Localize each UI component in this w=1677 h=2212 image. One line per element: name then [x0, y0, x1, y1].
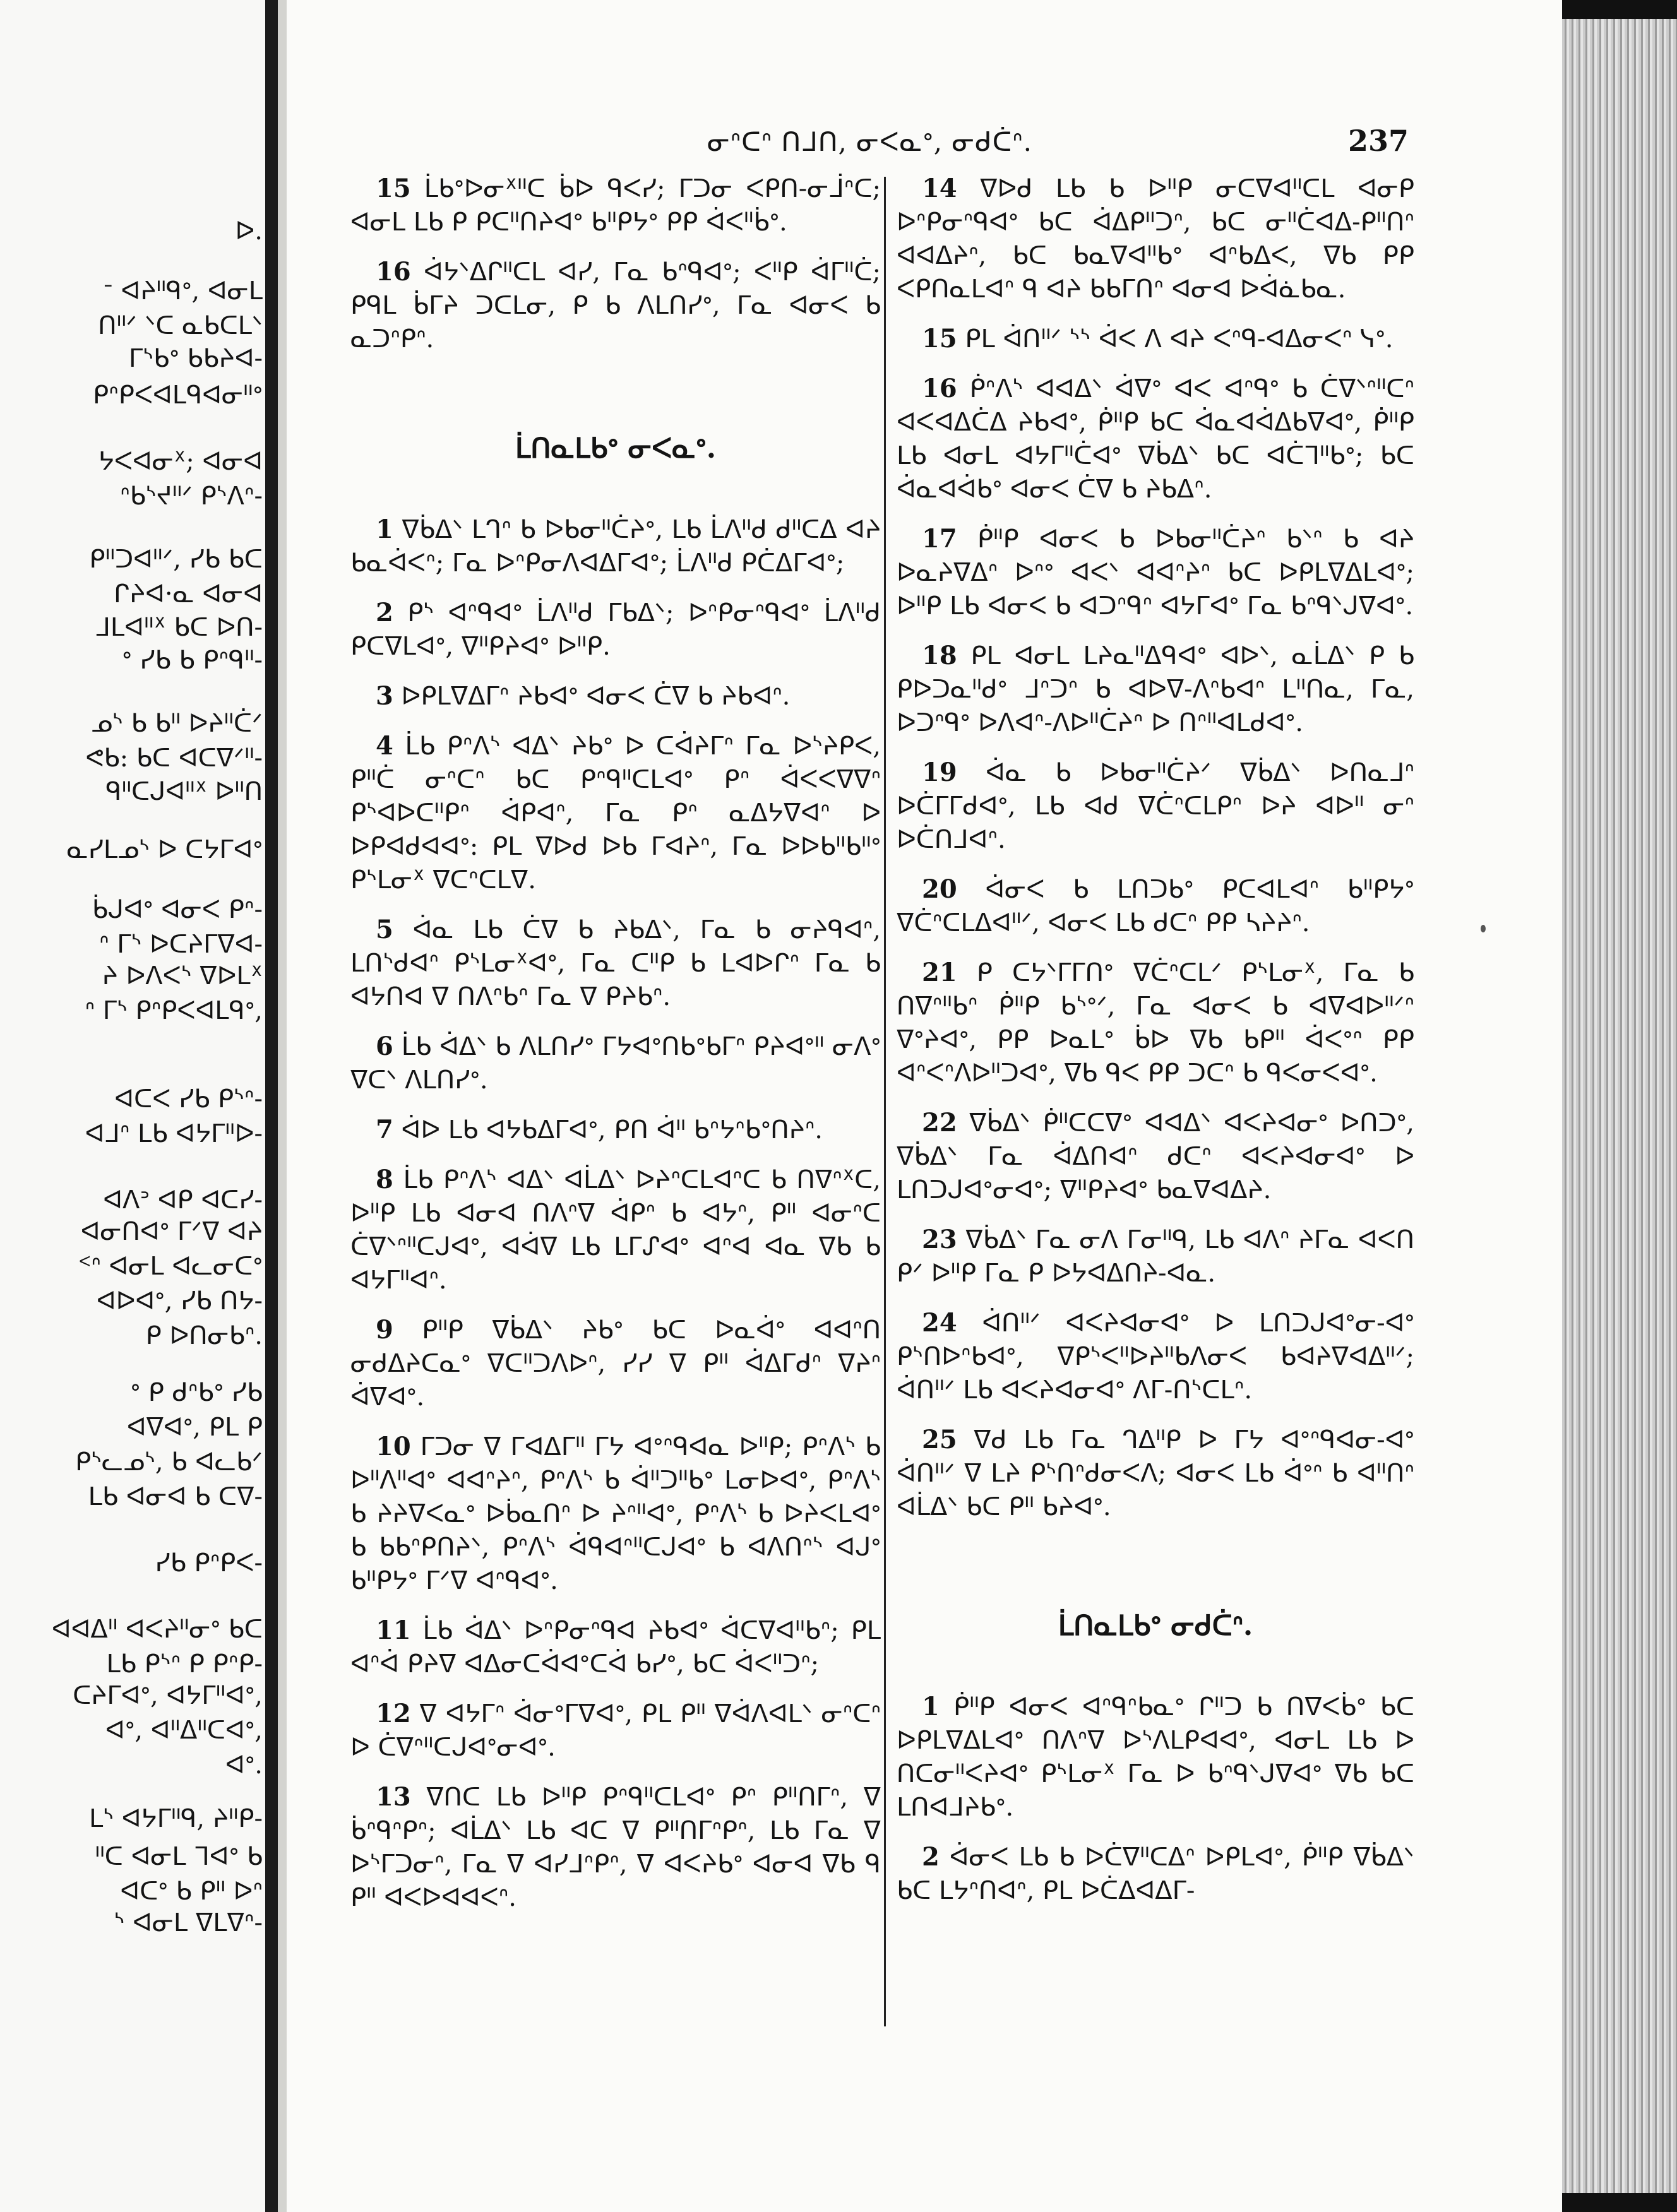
verse-number: 9: [376, 1315, 393, 1345]
verse-text: ᑮᐦᑭ ᐊᓂᐸ ᐊᐢᑫᐢᑲᓇᐤ ᒋᐦᑐ ᑲ ᑎᐁᐸᑳᐤ ᑲᑕ ᐅᑭᒪᐁᐃᒪᐊᐤ ᑎᐱᐢᐁ ᐅᔅᐱᒪᑭᐊᐊᐤ, ᐊᓂᒪ ᒪᑲ ᐅ ᑎᑕᓂᐦᐸᔨᐊᐤ ᑭᔅᒪᓂᕽ ᒥᓇ ᐅ ᑲᐢᑫᐠᒍᐁᐊᐤ ᐁᑲ ᑲᑕ ᒪᑎᐊᒧᔨᑲᐤ.: [897, 1692, 1414, 1822]
verse-paragraph: [897, 639, 1414, 740]
left-page: [0, 0, 265, 2212]
verse-number: 18: [922, 641, 957, 670]
page-number: 237: [1348, 124, 1409, 158]
verse-text: ᑭ ᑕᔭᐠᒥᒥᑎᐤ ᐁᑖᐢᑕᒪᐟ ᑭᔅᒪᓂᕽ, ᒥᓇ ᑲ ᑎᐁᐢᐦᑲᐢ ᑮᐦᑭ ᑲᔅᐤᐟ, ᒥᓇ ᐊᓂᐸ ᑲ ᐊᐁᐊᐅᐦᐟᐢ ᐁᐤᔨᐊᐤ, ᑭᑭ ᐅᓇᒪᐤ ᑳᐅ ᐁᑲ ᑲᑭᐦ ᐋᐸᐤᐢ ᑭᑭ ᐊᐢᐸᐢᐱᐅᐦᑐᐊᐤ, ᐁᑲ ᑫᐸ ᑭᑭ ᑐᑕᐢ ᑲ ᑫᐸᓂᐸᐊᐤ.: [897, 958, 1414, 1088]
verse-text: ᐅᑭᒪᐁᐃᒥᐢ ᔨᑲᐊᐤ ᐊᓂᐸ ᑖᐁ ᑲ ᔨᑲᐊᐢ.: [393, 682, 791, 711]
left-page-line: ᐊᐤ.: [225, 1751, 263, 1780]
verse-paragraph: [350, 172, 881, 239]
verse-paragraph: [897, 1106, 1414, 1207]
verse-paragraph: [897, 522, 1414, 623]
left-page-line: ᑳᒍᐊᐤ ᐊᓂᐸ ᑭᐢ-: [92, 895, 263, 924]
verse-text: ᑭᔅ ᐊᐢᑫᐊᐤ ᒫᐱᐦᑯ ᒥᑲᐃᐠ; ᐅᐢᑭᓂᐢᑫᐊᐤ ᒫᐱᐦᑯ ᑭᑕᐁᒪᐊᐤ, ᐁᐦᑭᔨᐊᐤ ᐅᐦᑭ.: [350, 598, 881, 661]
verse-number: 8: [376, 1165, 393, 1194]
verse-paragraph: [350, 1780, 881, 1915]
col2-paragraphs-bottom: [897, 1690, 1414, 1908]
left-page-line: ᐊᐁᐊᐤ, ᑭᒪ ᑭ: [126, 1413, 263, 1442]
verse-paragraph: [897, 1423, 1414, 1524]
verse-number: 13: [376, 1782, 411, 1812]
verse-text: ᐋᔭᐠᐃᒋᐦᑕᒪ ᐊᓯ, ᒥᓇ ᑲᐢᑫᐊᐤ; ᐸᐦᑭ ᐋᒥᐦᑖ; ᑭᑫᒪ ᑳᒥᔨ ᑐᑕᒪᓂ, ᑭ ᑲ ᐱᒪᑎᓯᐤ, ᒥᓇ ᐊᓂᐸ ᑲ ᓇᑐᐢᑭᐢ.: [350, 258, 881, 354]
verse-text: ᐁᑯ ᒪᑲ ᒥᓇ ᒉᐃᐦᑭ ᐅ ᒥᔭ ᐊᐤᐢᑫᐊᓂ-ᐊᐤ ᐋᑎᐦᐟ ᐁ ᒪᔨ ᑭᔅᑎᐢᑯᓂᐸᐱ; ᐊᓂᐸ ᒪᑲ ᐋᐤᐢ ᑲ ᐊᐦᑎᐢ ᐊᒫᐃᐠ ᑲᑕ ᑭᐦ ᑲᔨᐊᐤ.: [897, 1425, 1414, 1521]
left-page-line: ᔅ ᐊᓂᒪ ᐁᒪᐁᐢ-: [114, 1908, 263, 1937]
left-page-line: ᓄᔅ ᑲ ᑲᐦ ᐅᔨᐦᑖᐟ: [90, 709, 263, 738]
left-page-line: ᑭᐢᑭᐸᐊᒪᑫᐊᓂᐦᐤ: [93, 381, 263, 410]
verse-paragraph: [350, 1614, 881, 1681]
verse-text: ᐋᓂᐸ ᑲ ᒪᑎᑐᑲᐤ ᑭᑕᐊᒪᐊᐢ ᑲᐦᑭᔭᐤ ᐁᑖᐢᑕᒪᐃᐊᐦᐟ, ᐊᓂᐸ ᒪᑲ ᑯᑕᐢ ᑭᑭ ᓴᔨᔨᐢ.: [897, 875, 1414, 937]
verse-number: 23: [922, 1225, 957, 1254]
left-page-line: ᐤ ᑭ ᑯᐢᑲᐤ ᓯᑲ: [130, 1378, 263, 1407]
verse-text: ᒫᑲ ᐋᐃᐠ ᑲ ᐱᒪᑎᓯᐤ ᒥᔭᐊᐤᑎᑲᐤᑲᒥᐢ ᑭᔨᐊᐤᐦ ᓂᐱᐤ ᐁᑕᐠ ᐱᒪᑎᓯᐤ.: [350, 1032, 881, 1095]
verse-paragraph: [897, 1306, 1414, 1407]
left-page-line: ᑕᔨᒥᐊᐤ, ᐊᔭᒥᐦᐊᐤ,: [73, 1681, 263, 1710]
left-page-line: ᐅ.: [235, 217, 263, 246]
verse-number: 25: [922, 1425, 957, 1454]
left-page-line: ᑭ ᐅᑎᓂᑲᐢ.: [145, 1321, 263, 1350]
verse-text: ᐋᑎᐦᐟ ᐊᐸᔨᐊᓂᐊᐤ ᐅ ᒪᑎᑐᒍᐊᐤᓂ-ᐊᐤ ᑭᔅᑎᐅᐢᑲᐊᐤ, ᐁᑭᔅᐸᐦᐅᔨᐦᑲᐱᓂᐸ ᑲᐊᔨᐁᐊᐃᐦᐟ; ᐋᑎᐦᐟ ᒪᑲ ᐊᐸᔨᐊᓂᐊᐤ ᐱᒥ-ᑎᔅᑕᒪᐢ.: [897, 1309, 1414, 1405]
page-edges: [1562, 19, 1677, 2193]
left-page-line: ᓇᓯᒪᓄᔅ ᐅ ᑕᔭᒥᐊᐤ: [66, 835, 263, 864]
verse-text: ᐁ ᐊᔭᒥᐢ ᐋᓂᐤᒥᐁᐊᐤ, ᑭᒪ ᑭᐦ ᐁᐋᐱᐊᒪᐠ ᓂᐢᑕᐢ ᐅ ᑖᐁᐢᐦᑕᒍᐊᐤᓂᐊᐤ.: [350, 1699, 881, 1762]
verse-number: 1: [922, 1692, 940, 1721]
verse-number: 20: [922, 874, 957, 904]
left-page-line: ᑉᐢ ᐊᓂᒪ ᐊᓚᓂᑕᐤ: [78, 1252, 263, 1281]
verse-number: 4: [376, 731, 393, 761]
verse-paragraph: [897, 872, 1414, 940]
left-page-line: ᐨ ᐊᔨᐦᑫᐤ, ᐊᓂᒪ: [103, 276, 263, 306]
verse-text: ᒥᑐᓂ ᐁ ᒥᐊᐃᒥᐦ ᒥᔭ ᐊᐤᐢᑫᐊᓇ ᐅᐦᑭ; ᑭᐢᐱᔅ ᑲ ᐅᐦᐱᐦᐊᐤ ᐊᐊᐢᔨᐢ, ᑭᐢᐱᔅ ᑲ ᐋᐦᑐᐦᑲᐤ ᒪᓂᐅᐊᐤ, ᑭᐢᐱᔅ ᑲ ᔨᔨᐁᐸᓇᐤ ᐅᑳᓇᑎᐢ ᐅ ᔨᐢᐦᐊᐤ, ᑭᐢᐱᔅ ᑲ ᐅᔨᐸᒪᐊᐤ ᑲ ᑲᑲᐢᑭᑎᔨᐠ, ᑭᐢᐱᔅ ᐋᑫᐊᐢᐦᑕᒍᐊᐤ ᑲ ᐊᐱᑎᐢᔅ ᐊᒍᐤ ᑲᐦᑭᔭᐤ ᒥᐟᐁ ᐊᐢᑫᐊᐤ.: [350, 1432, 881, 1595]
left-page-line: ᐊᒧᐢ ᒪᑲ ᐊᔭᒥᐦᐅ-: [85, 1119, 263, 1148]
column-rule: [884, 177, 886, 2026]
left-page-line: ᐊᓂᑎᐊᐤ ᒥᐟᐁ ᐊᔨ: [80, 1217, 263, 1246]
verse-text: ᐁᑎᑕ ᒪᑲ ᐅᐦᑭ ᑭᐢᑫᐦᑕᒪᐊᐤ ᑭᐢ ᑭᐦᑎᒥᐢ, ᐁ ᑳᐢᑫᐢᑭᐢ; ᐊᒫᐃᐠ ᒪᑲ ᐊᑕ ᐁ ᑭᐦᑎᒥᐢᑭᐢ, ᒪᑲ ᒥᓇ ᐁ ᐅᔅᒥᑐᓂᐢ, ᒥᓇ ᐁ ᐊᓯᒧᐢᑭᐢ, ᐁ ᐊᐸᔨᑲᐤ ᐊᓂᐊ ᐁᑲ ᑫ ᑭᐦ ᐊᐸᐅᐊᐊᐸᐢ.: [350, 1783, 881, 1912]
left-page-line: ᐢ ᒥᔅ ᑭᐢᑭᐸᐊᒪᑫᐤ,: [85, 996, 263, 1025]
left-page-line: ᒋᔨᐊ·ᓇ ᐊᓂᐊ: [113, 580, 263, 609]
left-page-line: ᑫᐦᑕᒍᐊᐦᕽ ᐅᐦᑎ: [105, 777, 263, 806]
verse-paragraph: [350, 1163, 881, 1297]
verse-paragraph: [350, 1697, 881, 1764]
left-page-line: ᒪᑲ ᑭᔅᐢ ᑭ ᑭᐢᑭ-: [106, 1650, 263, 1679]
verse-text: ᑭᐦᑭ ᐁᑳᐃᐠ ᔨᑲᐤ ᑲᑕ ᐅᓇᐋᐤ ᐊᐊᐢᑎ ᓂᑯᐃᔨᑕᓇᐤ ᐁᑕᐦᑐᐱᐅᐢ, ᓯᓯ ᐁ ᑭᐦ ᐋᐃᒥᑯᐢ ᐁᔨᐢ ᐋᐁᐊᐤ.: [350, 1316, 881, 1412]
verse-text: ᐋᓇ ᑲ ᐅᑲᓂᐦᑖᔨᐟ ᐁᑳᐃᐠ ᐅᑎᓇᒧᐢ ᐅᑖᒥᒥᑯᐊᐤ, ᒪᑲ ᐊᑯ ᐁᑖᐢᑕᒪᑭᐢ ᐅᔨ ᐊᐅᐦ ᓂᐢ ᐅᑖᑎᒧᐊᐢ.: [897, 758, 1414, 854]
verse-text: ᒫᑲ ᑭᐢᐱᔅ ᐊᐃᐠ ᐊᒫᐃᐠ ᐅᔨᐢᑕᒪᐊᐢᑕ ᑲ ᑎᐁᐢᕽᑕ, ᐅᐦᑭ ᒪᑲ ᐊᓂᐊ ᑎᐱᐢᐁ ᐋᑭᐢ ᑲ ᐊᔭᐢ, ᑭᐦ ᐊᓂᐢᑕ ᑖᐁᐠᐢᐦᑕᒍᐊᐤ, ᐊᐋᐁ ᒪᑲ ᒪᒥᔑᐊᐤ ᐊᐢᐊ ᐊᓇ ᐁᑲ ᑲ ᐊᔭᒥᐦᐊᐢ.: [350, 1165, 881, 1295]
left-page-line: ᐊᐊᐃᐦ ᐊᐸᔨᐦᓂᐤ ᑲᑕ: [51, 1615, 263, 1644]
left-page-line: ᐊᑕᐤ ᑲ ᑭᐦ ᐅᐢ: [120, 1877, 263, 1906]
verse-text: ᐋᓂᐸ ᒪᑲ ᑲ ᐅᑖᐁᐦᑕᐃᐢ ᐅᑭᒪᐊᐤ, ᑮᐦᑭ ᐁᑳᐃᐠ ᑲᑕ ᒪᔭᐢᑎᐊᐢ, ᑭᒪ ᐅᑖᐃᐊᐃᒥ-: [897, 1843, 1414, 1905]
verse-text: ᑭᒪ ᐋᑎᐦᐟ ᔅᔅ ᐋᐸ ᐱ ᐊᔨ ᐸᐢᑫ-ᐊᐃᓂᐸᐢ ᓭᐤ.: [957, 324, 1394, 354]
verse-number: 14: [922, 174, 957, 203]
verse-number: 16: [922, 374, 957, 403]
verse-paragraph: [897, 172, 1414, 306]
left-page-line: ᔨ ᐅᐱᐸᔅ ᐁᐅᒪᕽ: [102, 961, 263, 990]
verse-text: ᒫᑲᐤᐅᓂᕽᐦᑕ ᑳᐅ ᑫᐸᓯ; ᒥᑐᓂ ᐸᑭᑎ-ᓂᒨᐢᑕ; ᐊᓂᒪ ᒪᑲ ᑭ ᑭᑕᐦᑎᔨᐊᐤ ᑲᐦᑭᔭᐤ ᑭᑭ ᐋᐸᐦᑳᐤ.: [350, 174, 881, 237]
verse-paragraph: [350, 255, 881, 356]
left-page-line: ᐤ ᓯᑲ ᑲ ᑭᐢᑫᐦ-: [122, 646, 263, 675]
verse-text: ᑭᒪ ᐊᓂᒪ ᒪᔨᓇᐦᐃᑫᐊᐤ ᐊᐅᐠ, ᓇᒫᐃᐠ ᑭ ᑲ ᑭᐅᑐᓇᐦᑯᐤ ᒧᐢᑐᐢ ᑲ ᐊᐅᐁ-ᐱᐢᑲᐊᐢ ᒪᐦᑎᓇ, ᒥᓇ, ᐅᑐᐢᑫᐤ ᐅᐱᐊᐢ-ᐱᐅᐦᑖᔨᐢ ᐅ ᑎᐢᐦᐊᒪᑯᐊᐤ.: [897, 641, 1414, 737]
verse-paragraph: [897, 956, 1414, 1090]
verse-text: ᐁᑳᐃᐠ ᒪᒉᐢ ᑲ ᐅᑲᓂᐦᑖᔨᐤ, ᒪᑲ ᒫᐱᐦᑯ ᑯᐦᑕᐃ ᐊᔨ ᑲᓇᐋᐸᐢ; ᒥᓇ ᐅᐢᑭᓂᐱᐊᐃᒥᐊᐤ; ᒫᐱᐦᑯ ᑭᑖᐃᒥᐊᐤ;: [350, 515, 881, 578]
left-column: [350, 172, 881, 1915]
verse-number: 5: [376, 915, 393, 944]
verse-number: 17: [922, 524, 957, 554]
left-page-line: ᕙᑲ: ᑲᑕ ᐊᑕᐁᐟᐦ-: [85, 744, 263, 773]
verse-text: ᒫᑲ ᐋᐃᐠ ᐅᐢᑭᓂᐢᑫᐊ ᔨᑲᐊᐤ ᐋᑕᐁᐊᐦᑲᐢ; ᑭᒪ ᐊᐢᐋ ᑭᔨᐁ ᐊᐃᓂᑕᐋᐊᐤᑕᐋ ᑲᓯᐤ, ᑲᑕ ᐋᐸᐦᑐᐢ;: [350, 1616, 881, 1679]
left-page-line: ᑎᐦᐟ ᐠᑕ ᓇᑲᑕᒪᐠ: [98, 311, 263, 340]
left-page-line: ᐊᑕᐸ ᓯᑲ ᑭᔅᐢ-: [114, 1085, 263, 1114]
verse-paragraph: [350, 913, 881, 1014]
left-page-line: ᐊᐤ, ᐊᐦᐃᐦᑕᐊᐤ,: [105, 1716, 263, 1745]
left-page-line: ᒥᔅᑲᐤ ᑲᑲᔨᐊ-: [128, 344, 263, 373]
verse-paragraph: [350, 1030, 881, 1097]
verse-paragraph: [350, 596, 881, 663]
left-page-line: ᐊᐱᐣ ᐊᑭ ᐊᑕᓯ-: [103, 1186, 263, 1215]
verse-paragraph: [350, 679, 881, 713]
col1-paragraphs-bottom: [350, 513, 881, 1915]
verse-number: 7: [376, 1115, 393, 1145]
verse-number: 22: [922, 1108, 957, 1138]
left-page-line: ᐊᐅᐊᐤ, ᓯᑲ ᑎᔭ-: [96, 1287, 263, 1316]
verse-paragraph: [897, 1223, 1414, 1290]
verse-number: 15: [922, 324, 957, 354]
verse-paragraph: [350, 1313, 881, 1414]
col1-paragraphs-top: [350, 172, 881, 356]
verse-number: 1: [376, 514, 393, 544]
verse-paragraph: [897, 756, 1414, 857]
verse-number: 24: [922, 1308, 957, 1338]
verse-number: 21: [922, 958, 957, 987]
verse-number: 11: [376, 1615, 411, 1645]
col2-paragraphs-top: [897, 172, 1414, 1524]
verse-paragraph: [350, 729, 881, 897]
verse-number: 3: [376, 681, 393, 711]
verse-number: 19: [922, 758, 957, 787]
verse-number: 2: [376, 598, 393, 627]
verse-paragraph: [897, 322, 1414, 356]
left-page-line: ᓯᑲ ᑭᐢᑭᐸ-: [155, 1549, 263, 1578]
left-page-line: ᐢᑲᔅᔪᐦᐟ ᑭᔅᐱᐢ-: [120, 482, 263, 511]
left-page-line: ᒪᔅ ᐊᔭᒥᐦᑫ, ᔨᐦᑭ-: [89, 1804, 263, 1833]
book-gutter: [265, 0, 278, 2212]
verse-text: ᐁᑳᐃᐠ ᒥᓇ ᓂᐱ ᒥᓂᐦᑫ, ᒪᑲ ᐊᐱᐢ ᔨᒥᓇ ᐊᐸᑎ ᑭᐟ ᐅᐦᑭ ᒥᓇ ᑭ ᐅᔭᐊᐃᑎᔨ-ᐊᓇ.: [897, 1225, 1414, 1288]
right-column: [897, 172, 1414, 1908]
verse-number: 12: [376, 1699, 411, 1728]
verse-number: 6: [376, 1032, 393, 1061]
ink-speck: [1481, 925, 1486, 932]
verse-number: 16: [376, 257, 411, 287]
verse-text: ᐁᑳᐃᐠ ᑮᐦᑕᑕᐁᐤ ᐊᐊᐃᐠ ᐊᐸᔨᐊᓂᐤ ᐅᑎᑐᐤ, ᐁᑳᐃᐠ ᒥᓇ ᐋᐃᑎᐊᐢ ᑯᑕᐢ ᐊᐸᔨᐊᓂᐊᐤ ᐅ ᒪᑎᑐᒍᐊᐤᓂᐊᐤ; ᐁᐦᑭᔨᐊᐤ ᑲᓇᐁᐊᐃᔨ.: [897, 1109, 1414, 1204]
verse-text: ᐋᐅ ᒪᑲ ᐊᔭᑲᐃᒥᐊᐤ, ᑭᑎ ᐋᐦ ᑲᐢᔭᐢᑲᐤᑎᔨᐢ.: [393, 1115, 823, 1145]
verse-text: ᐁᐅᑯ ᒪᑲ ᑲ ᐅᐦᑭ ᓂᑕᐁᐊᐦᑕᒪ ᐊᓂᑭ ᐅᐢᑭᓂᐢᑫᐊᐤ ᑲᑕ ᐋᐃᑭᐦᑐᐢ, ᑲᑕ ᓂᐦᑖᐊᐃ-ᑭᐦᑎᐢ ᐊᐊᐃᔨᐢ, ᑲᑕ ᑲᓇᐁᐊᐦᑲᐤ ᐊᐢᑲᐃᐸ, ᐁᑲ ᑭᑭ ᐸᑭᑎᓇᒪᐊᐢ ᑫ ᐊᔨ ᑲᑲᒥᑎᐢ ᐊᓂᐊ ᐅᐋᓈᑲᓇ.: [897, 174, 1414, 304]
verse-paragraph: [350, 513, 881, 580]
verse-paragraph: [897, 1840, 1414, 1908]
verse-paragraph: [897, 1690, 1414, 1824]
running-title: ᓂᐢᑕᐢ ᑎᒧᑎ, ᓂᐸᓇᐤ, ᓂᑯᑖᐢ.: [707, 126, 1032, 157]
verse-text: ᑮᐢᐱᔅ ᐊᐊᐃᐠ ᐋᐁᐤ ᐊᐸ ᐊᐢᑫᐤ ᑲ ᑖᐁᐠᐢᐦᑕᐢ ᐊᐸᐊᐃᑖᐃ ᔨᑲᐊᐤ, ᑮᐦᑭ ᑲᑕ ᐋᓇᐊᐋᐃᑲᐁᐊᐤ, ᑮᐦᑭ ᒪᑲ ᐊᓂᒪ ᐊᔭᒥᐦᑖᐊᐤ ᐁᑳᐃᐠ ᑲᑕ ᐊᑖᒣᐦᑲᐤ; ᑲᑕ ᐋᓇᐊᐋᑲᐤ ᐊᓂᐸ ᑖᐁ ᑲ ᔨᑲᐃᐢ.: [897, 374, 1414, 504]
left-page-line: ᐦᑕ ᐊᓂᒪ ᒣᐊᐤ ᑲ: [95, 1842, 263, 1871]
verse-paragraph: [350, 1430, 881, 1598]
verse-number: 15: [376, 174, 411, 203]
left-page-line: ᑭᐦᑐᐊᐦᐟ, ᓯᑲ ᑲᑕ: [89, 545, 263, 574]
verse-paragraph: [350, 1113, 881, 1147]
verse-paragraph: [897, 372, 1414, 506]
left-page-line: ᔭᐸᐊᓂᕽ; ᐊᓂᐊ: [98, 447, 263, 476]
section-heading-2: ᒫᑎᓇᒪᑲᐤ ᓂᑯᑖᐢ.: [1058, 1610, 1253, 1642]
section-heading-1: ᒫᑎᓇᒪᑲᐤ ᓂᐸᓇᐤ.: [515, 432, 717, 465]
left-page-line: ᑭᔅᓚᓄᔅ, ᑲ ᐊᓚᑲᐟ: [75, 1448, 263, 1477]
left-page-line: ᐢ ᒥᔅ ᐅᑕᔨᒥᐁᐊ-: [99, 930, 263, 959]
verse-text: ᒫᑲ ᑭᐢᐱᔅ ᐊᐃᐠ ᔨᑲᐤ ᐅ ᑕᐋᔨᒥᐢ ᒥᓇ ᐅᔅᔨᑭᐸ, ᑭᐦᑖ ᓂᐢᑕᐢ ᑲᑕ ᑭᐢᑫᐦᑕᒪᐊᐤ ᑭᐢ ᐋᐸᐸᐁᐁᐢ ᑭᔅᐊᐅᑕᐦᑭᐢ ᐋᑭᐊᐢ, ᒥᓇ ᑭᐢ ᓇᐃᔭᐁᐊᐢ ᐅ ᐅᑭᐊᑯᐊᐊᐤ: ᑭᒪ ᐁᐅᑯ ᐅᑲ ᒥᐊᔨᐢ, ᒥᓇ ᐅᐅᑲᐦᑲᐦᐤ ᑭᔅᒪᓂᕽ ᐁᑕᐢᑕᒪᐁ.: [350, 732, 881, 895]
verse-text: ᐋᓇ ᒪᑲ ᑖᐁ ᑲ ᔨᑲᐃᐠ, ᒥᓇ ᑲ ᓂᔨᑫᐊᐢ, ᒪᑎᔅᑯᐊᐢ ᑭᔅᒪᓂᕽᐊᐤ, ᒥᓇ ᑕᐦᑭ ᑲ ᒪᐊᐅᒋᐢ ᒥᓇ ᑲ ᐊᔭᑎᐊ ᐁ ᑎᐱᐢᑲᐢ ᒥᓇ ᐁ ᑭᔨᑲᐢ.: [350, 915, 881, 1011]
verse-number: 2: [922, 1842, 940, 1872]
left-page-line: ᒧᒪᐊᐦᕽ ᑲᑕ ᐅᑎ-: [95, 613, 263, 642]
verse-text: ᑮᐦᑭ ᐊᓂᐸ ᑲ ᐅᑲᓂᐦᑖᔨᐢ ᑲᐠᐢ ᑲ ᐊᔨ ᐅᓇᔨᐁᐃᐢ ᐅᐢᐤ ᐊᐸᐠ ᐊᐊᐢᔨᐢ ᑲᑕ ᐅᑭᒪᐁᐃᒪᐊᐤ; ᐅᐦᑭ ᒪᑲ ᐊᓂᐸ ᑲ ᐊᑐᐢᑫᐢ ᐊᔭᒥᐊᐤ ᒥᓇ ᑲᐢᑫᐠᒍᐁᐊᐤ.: [897, 525, 1414, 621]
verse-number: 10: [376, 1432, 411, 1461]
left-page-line: ᒪᑲ ᐊᓂᐊ ᑲ ᑕᐁ-: [88, 1482, 263, 1511]
